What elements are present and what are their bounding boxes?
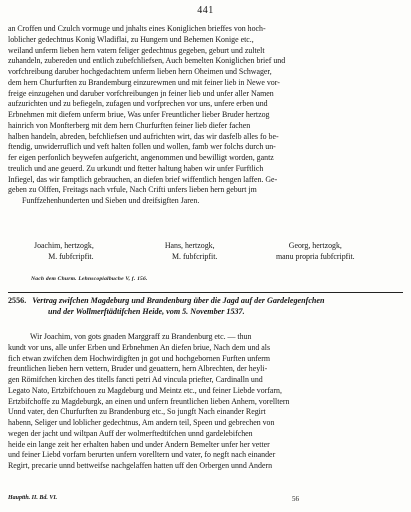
text-line: heide ein lange zeit her erhalten haben und under Andern Bemelter unfer her vetter [8,439,270,449]
text-line: vorfchreibung daruber hochgedachtem unferm lieben hern Oheimen und Schwager, [8,67,272,76]
text-line: fer eigen perfonlich beywefen aufgericht, angenommen und bewilligt worden, gantz [8,153,274,162]
text-line: Regirt, precarie unnd bettweifse nachgelaffen hatten uff den Orbergen unnd Andern [8,461,273,470]
signature-note: M. fubfcripfit. [48,251,94,261]
text-line: halben handeln, abreden, befchliefsen und aufrichten wirt, das wir dasfelb alles fo be- [8,131,279,141]
text-line: Unnd vater, den Churfurften zu Brandenburg etc., So jungft Nach einander Regirt [8,407,266,417]
text-line: zuhandeln, zubereden und entlich zubefchliefsen, Auch bemelten Koniglichen brief und [8,56,286,66]
text-line: freuntlichen lieben hern vettern, Bruder und geuattern, hern Albrechten, der heyli- [8,364,268,374]
signature-hans [162,241,217,262]
text-line: freige einzugehen und daruber vorfchreibungen jn feiner lieb und unfer aller Namen [8,88,274,98]
text-line: Ertzbifchoffe zu Magdeburgk, an einen und unfern freuntlichen lieben Anhern, vorelltern [8,396,290,406]
signature-mark: 56 [292,495,299,503]
source-note: Nach dem Churm. Lehnscopialbuche V, f. 156. [31,276,148,282]
document-title: Vertrag zwifchen Magdeburg und Brandenburg über die Jagd auf der Gardelegenfchen [32,296,325,305]
section-divider [8,292,403,293]
text-line: Erbnehmen mit diefem unferm briue, Was unfer Freuntlicher lieber Bruder hertzog [8,110,270,119]
document-number: 2556. [8,296,27,305]
text-line: ftendig, unwiderruflich und veft halten follen und wollen, famb wer folchs durch un- [8,142,276,152]
signature-note: manu propria fubfcripfit. [276,251,355,261]
signature-name: Georg, hertzogk, [288,241,342,250]
text-line: loblicher gedechtnus Konig Wladiflai, zu Hungern und Behemen Konige etc., [8,34,254,44]
text-line: Infiegel, das wir famptlich gebrauchen, an diefen brief wiffentlich hengen laffen. Ge- [8,174,278,184]
text-line: aufzurichten und zu befiegeln, zufagen und vorfprechen vor uns, unfere erben und [8,99,268,109]
volume-note: Hauptth. II. Bd. VI. [8,495,58,501]
signature-joachim [34,241,94,262]
signature-note: M. fubfcripfit. [172,251,218,261]
text-line: fich etwan zwifchen dem Hochwirdigften jn got und hochgebornen Furften unferm [8,353,271,363]
text-line: und feiner Liebd vorfarn berurten unfern vorelltern und vater, fo negft nach einander [8,450,276,460]
signature-name: Hans, hertzogk, [164,241,215,250]
treaty-body [8,332,410,472]
text-line: weiland unferm lieben hern vatern feliger gedechtnus gegeben, geburt und zultelt [8,45,265,55]
letter-body [8,24,410,207]
text-line: kundt vor uns, alle unfer Erben und Erbnehmen An diefen briue, Nach dem und als [8,342,271,352]
text-line: wegen der jacht und wiltpan Auff der wolmerftedtifchen unnd gardelebifchen [8,428,253,438]
text-line: hainrich von Monfterberg mit dem hern Churfurften feiner lieb diefer fachen [8,120,251,130]
text-line: gen Römifchen kirchen des titells fancti petri Ad vincula priefter, Cardinalln und [8,375,263,384]
signature-georg [276,241,355,262]
text-line: treulich und ane geuerd. Zu urkundt und ftetter haltung haben wir unfer Furftlich [8,163,264,173]
document-heading [8,296,410,318]
signature-block [0,241,411,266]
text-line: habenn, Seliger und loblicher gedechtnus, Am andern teil, Speen und gebrechen von [8,418,275,427]
signature-name: Joachim, hertzogk, [34,241,94,250]
page-number: 441 [197,5,214,16]
page-footer [8,495,403,507]
text-line: Funffzehenhunderten und Sieben und dreifsigften Jaren. [22,196,200,205]
text-line: Legato Nato, Ertzbifchouen zu Magdeburg und Meintz etc., und feiner Liebde vorfarn, [8,385,282,395]
text-line: Wir Joachim, von gots gnaden Marggraff zu Brandenburg etc. — thun [30,332,252,341]
text-line: geben zu Olffen, Freitags nach vrfule, Nach Crifti unfers lieben hern geburt jm [8,185,257,195]
text-line: an Croffen und Czulch vormuge und jnhalts eines Koniglichen brieffes von hoch- [8,24,266,33]
document-title-continued: und der Wollmerftädtifchen Heide, vom 5. November 1537. [48,306,245,316]
text-line: dem hern Churfurften zu Brandemburg einzurewmen und mit feiner lieb in Newe vor- [8,77,280,87]
